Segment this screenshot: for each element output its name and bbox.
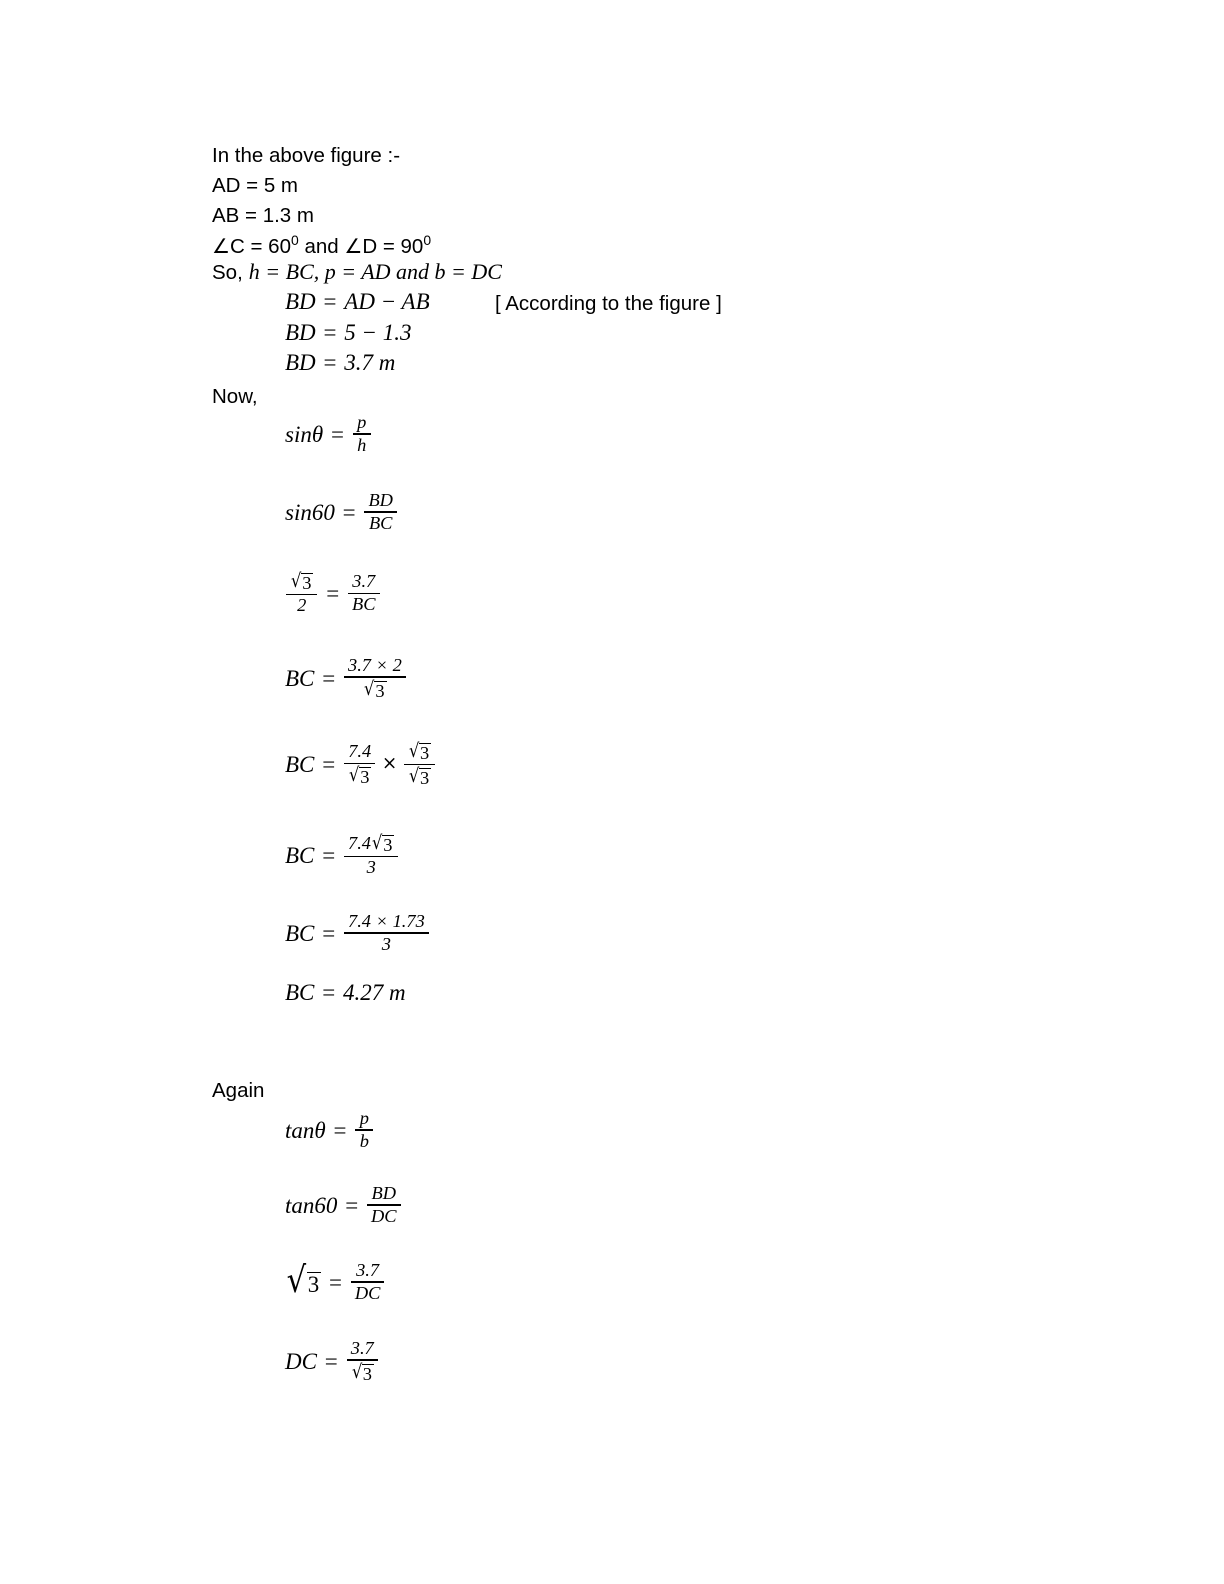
variable-assignment-line <box>212 261 502 285</box>
angle-icon-d: ∠ <box>344 234 363 258</box>
fraction-74root3-over-3 <box>344 833 398 877</box>
radical-sign: √ <box>348 762 360 786</box>
sin60-equals: = <box>342 499 356 525</box>
given-ad: AD = 5 m <box>212 174 299 197</box>
sin-theta-equals: = <box>330 421 344 447</box>
fraction-numerator: 3.7 <box>356 1260 380 1280</box>
bc-1-lhs: BC <box>285 665 315 691</box>
radical-sign: √ <box>371 831 383 854</box>
tan60-lhs: tan60 <box>285 1192 338 1218</box>
bd-2-rhs: 5 − 1.3 <box>344 320 412 345</box>
bc-3-equals: = <box>322 842 336 868</box>
sqrt-icon <box>408 766 431 788</box>
bd-3-equals: = <box>323 350 337 375</box>
bc-3-lhs: BC <box>285 842 315 868</box>
fraction-74-over-root3 <box>344 742 375 786</box>
sin60-substitution <box>285 491 398 533</box>
given-angles <box>212 231 431 262</box>
radicand: 3 <box>360 766 370 787</box>
sqrt-icon <box>363 676 386 701</box>
bc-result-value: 4.27 m <box>343 980 406 1005</box>
fraction-denominator <box>404 765 435 788</box>
fraction-denominator <box>344 764 375 787</box>
fraction-denominator <box>359 678 390 701</box>
fraction-denominator: h <box>357 434 367 455</box>
bc-2-lhs: BC <box>285 751 315 777</box>
tan-theta-definition <box>285 1109 374 1151</box>
fraction-denominator: 3 <box>381 933 391 954</box>
fraction-numerator: p <box>359 1108 369 1128</box>
given-ab: AB = 1.3 m <box>212 204 314 227</box>
bc-step-3 <box>285 833 399 877</box>
now-label: Now, <box>212 385 258 408</box>
fraction-numerator: 7.4 <box>348 741 372 762</box>
radical-sign: √ <box>351 1359 362 1383</box>
numerator-coefficient: 7.4 <box>348 833 371 854</box>
radicand: 3 <box>302 573 312 593</box>
angle-c-degree-sup: 0 <box>290 232 299 249</box>
bc-step-1 <box>285 656 407 700</box>
dc-lhs: DC <box>285 1348 317 1374</box>
radicand: 3 <box>362 1363 372 1384</box>
bc-result-equals: = <box>322 980 336 1005</box>
fraction-denominator: BC <box>352 593 376 614</box>
bc-4-lhs: BC <box>285 920 315 946</box>
fraction-numerator <box>286 571 317 594</box>
sin-theta-lhs: sinθ <box>285 421 324 447</box>
fraction-numerator: BD <box>368 490 393 510</box>
fraction-denominator: 2 <box>297 595 307 616</box>
bd-2-lhs: BD <box>285 320 316 345</box>
bd-1-lhs: BD <box>285 289 316 314</box>
fraction-denominator: 3 <box>366 857 376 878</box>
radicand: 3 <box>383 835 393 855</box>
fraction-denominator <box>347 1361 378 1384</box>
radicand: 3 <box>375 680 385 701</box>
fraction-denominator: DC <box>371 1205 397 1226</box>
root3-equals-equation <box>285 1261 385 1303</box>
bc-result <box>285 981 406 1004</box>
fraction-numerator <box>344 833 398 856</box>
tan-theta-equals: = <box>333 1117 347 1143</box>
bd-1-rhs: AD − AB <box>344 289 430 314</box>
fraction-37-over-dc <box>351 1261 385 1303</box>
fraction-numerator: 3.7 <box>350 1338 374 1358</box>
assignment-lead: So, <box>212 261 243 284</box>
fraction-bd-over-bc <box>364 491 397 533</box>
fraction-denominator: BC <box>368 512 393 533</box>
fraction-numerator: 7.4 × 1.73 <box>348 911 425 931</box>
tan60-substitution <box>285 1184 402 1226</box>
angle-icon-c: ∠ <box>212 234 230 258</box>
sqrt-icon <box>371 833 394 855</box>
angles-conjunction: and <box>298 235 345 258</box>
sqrt-icon <box>408 741 431 763</box>
bc-step-2 <box>285 741 436 788</box>
assignment-body: h = BC, p = AD and b = DC <box>248 259 502 284</box>
fraction-bc-step1 <box>344 656 406 700</box>
radical-sign: √ <box>290 569 302 592</box>
radical-sign: √ <box>408 739 420 762</box>
multiplication-icon: × <box>381 753 398 775</box>
root3-equals: = <box>326 580 340 606</box>
figure-heading: In the above figure :- <box>212 144 401 167</box>
again-label: Again <box>212 1079 265 1102</box>
figure-reference-note: [ According to the figure ] <box>495 292 722 315</box>
angle-c-value: C = 60 <box>230 235 291 258</box>
fraction-numerator: 3.7 <box>352 571 376 592</box>
bc-step-4 <box>285 912 430 954</box>
bd-equation-1 <box>285 290 430 313</box>
fraction-bd-over-dc <box>367 1184 401 1226</box>
dc-step <box>285 1339 379 1383</box>
radicand: 3 <box>420 743 430 763</box>
sin60-lhs: sin60 <box>285 499 335 525</box>
radicand: 3 <box>307 1271 320 1297</box>
sqrt-icon <box>351 1359 374 1384</box>
bc-2-equals: = <box>322 751 336 777</box>
fraction-37-over-bc <box>348 572 380 614</box>
bd-equation-2 <box>285 321 412 344</box>
fraction-numerator: BD <box>371 1183 397 1203</box>
angle-d-degree-sup: 0 <box>423 232 432 249</box>
bd-1-equals: = <box>323 289 337 314</box>
radicand: 3 <box>420 768 430 789</box>
sin-theta-definition <box>285 413 372 455</box>
sqrt-icon <box>290 571 313 593</box>
tan60-equals: = <box>345 1192 359 1218</box>
bc-result-lhs: BC <box>285 980 315 1005</box>
fraction-denominator: DC <box>354 1282 381 1303</box>
root3-over-2-equation <box>285 571 381 615</box>
radical-sign: √ <box>408 764 420 788</box>
bd-3-rhs: 3.7 m <box>344 350 396 375</box>
root3-eq-equals: = <box>329 1269 343 1295</box>
fraction-root3-over-root3 <box>404 741 435 788</box>
sqrt-icon <box>348 762 371 787</box>
fraction-p-over-b <box>355 1109 373 1151</box>
sqrt-icon <box>285 1259 321 1301</box>
radical-sign: √ <box>286 1259 307 1301</box>
bc-1-equals: = <box>322 665 336 691</box>
fraction-p-over-h <box>353 413 371 455</box>
angle-d-value: D = 90 <box>362 235 424 258</box>
dc-equals: = <box>324 1348 338 1374</box>
bc-4-equals: = <box>322 920 336 946</box>
fraction-numerator <box>404 741 435 764</box>
fraction-denominator: b <box>359 1130 369 1151</box>
radical-sign: √ <box>364 676 375 700</box>
bd-2-equals: = <box>323 320 337 345</box>
bd-equation-3 <box>285 351 395 374</box>
bd-3-lhs: BD <box>285 350 316 375</box>
fraction-37-over-root3 <box>347 1339 378 1383</box>
fraction-root3-over-2 <box>286 571 317 615</box>
tan-theta-lhs: tanθ <box>285 1117 326 1143</box>
fraction-numerator: p <box>357 412 367 432</box>
fraction-numerator: 3.7 × 2 <box>348 655 402 675</box>
fraction-bc-step4 <box>344 912 429 954</box>
